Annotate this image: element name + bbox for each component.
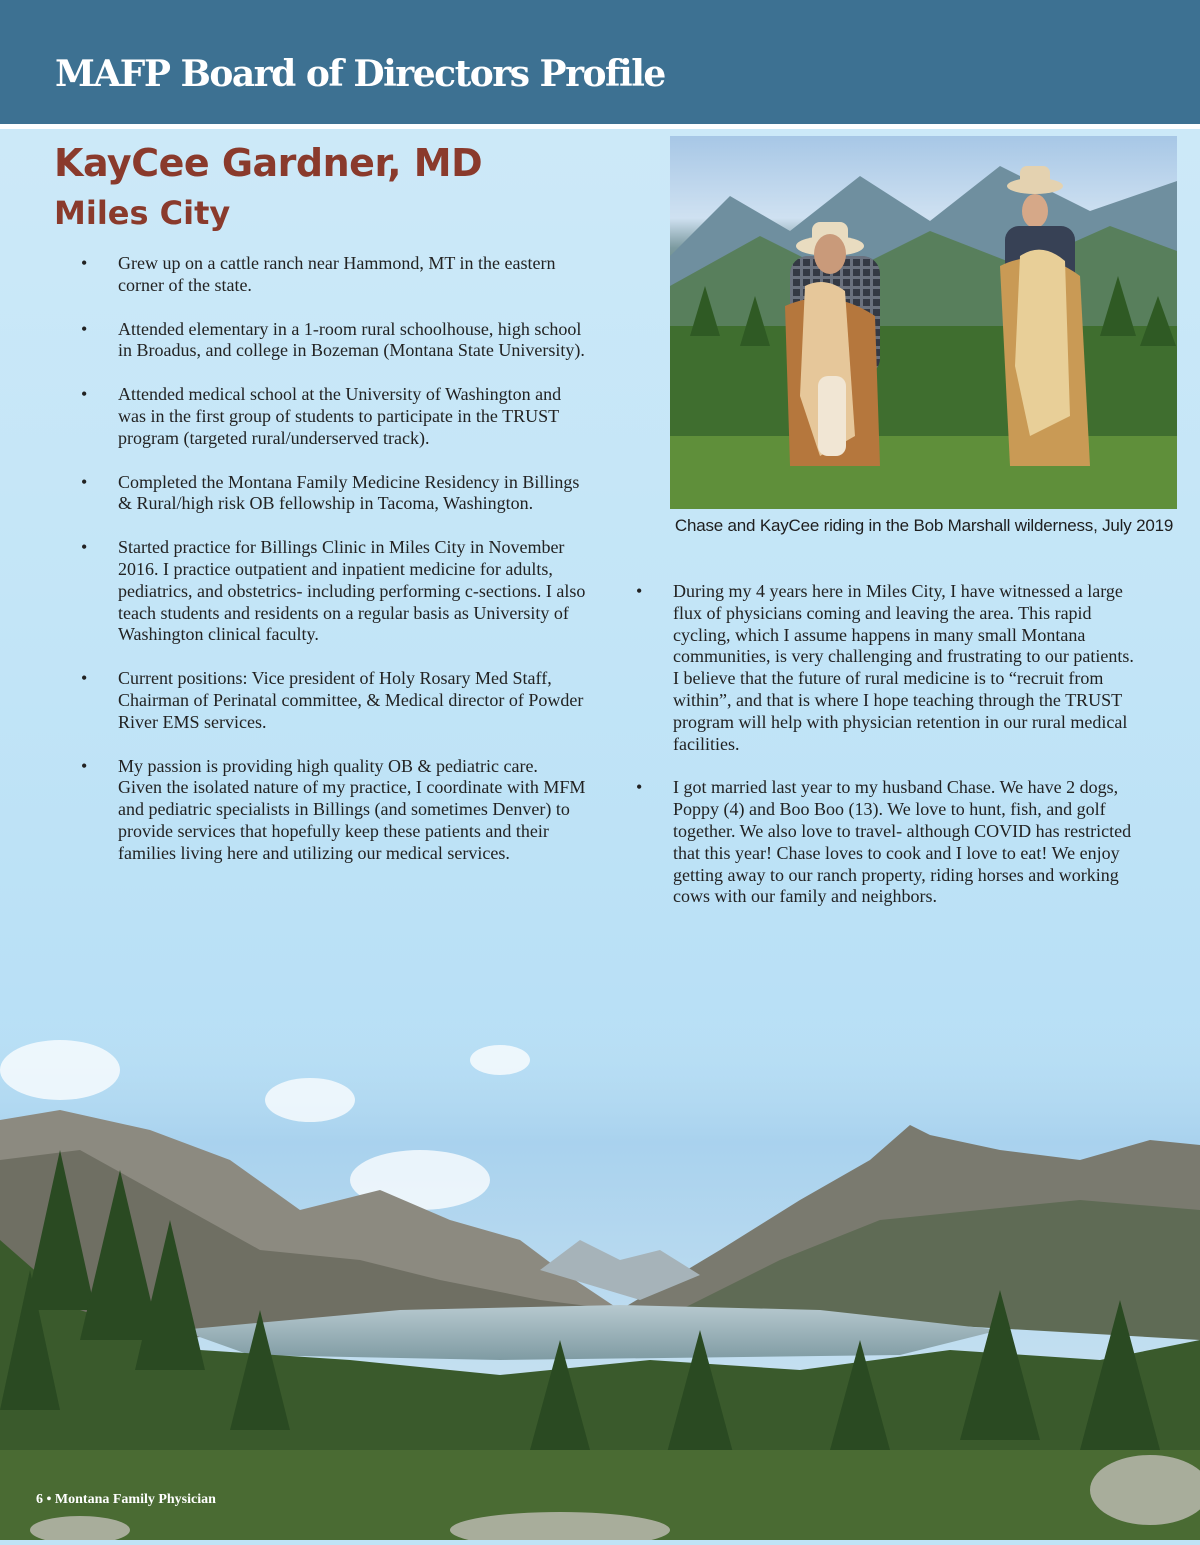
landscape-image	[0, 1010, 1200, 1540]
list-item-text: My passion is providing high quality OB & pediatric care. Given the isolated nature of my practice, I coordinate with MFM and pediatric specialists in Billings (and sometimes Denver) to provide services that hopefully keep these patients and their families living here and utilizing our medical services.	[118, 755, 586, 863]
list-item	[81, 319, 586, 363]
list-item	[81, 384, 586, 449]
bullet-icon: •	[81, 755, 88, 776]
list-item-text: Current positions: Vice president of Holy Rosary Med Staff, Chairman of Perinatal committee, & Medical director of Powder River EMS services.	[118, 668, 584, 732]
left-bullet-list	[81, 253, 586, 887]
list-item-text: Completed the Montana Family Medicine Residency in Billings & Rural/high risk OB fellowship in Tacoma, Washington.	[118, 471, 580, 514]
bullet-icon: •	[81, 537, 88, 558]
profile-name: KayCee Gardner, MD	[54, 141, 483, 185]
list-item	[81, 253, 586, 297]
bullet-icon: •	[81, 471, 88, 492]
page-footer: 6 • Montana Family Physician	[36, 1492, 216, 1507]
profile-city: Miles City	[54, 194, 231, 232]
list-item-text: Attended medical school at the University of Washington and was in the first group of students to participate in the TRUST program (targeted rural/underserved track).	[118, 384, 562, 448]
list-item	[81, 472, 586, 516]
right-bullet-list	[636, 581, 1136, 930]
header-banner	[0, 0, 1200, 124]
list-item-text: Grew up on a cattle ranch near Hammond, MT in the eastern corner of the state.	[118, 253, 556, 295]
list-item	[81, 537, 586, 646]
riding-photo	[670, 136, 1177, 509]
list-item	[636, 777, 1136, 908]
list-item-text: Started practice for Billings Clinic in Miles City in November 2016. I practice outpatient and inpatient medicine for adults, pediatrics, and obstetrics- including performing c-sections. I also teach students and residents on a regular basis as University of Washington clinical faculty.	[118, 537, 586, 645]
list-item-text: I got married last year to my husband Chase. We have 2 dogs, Poppy (4) and Boo Boo (13). We love to hunt, fish, and golf together. We also love to travel- although COVID has restricted that this year! Chase loves to cook and I love to eat! We enjoy getting away to our ranch property, riding horses and working cows with our family and neighbors.	[673, 777, 1132, 907]
list-item	[81, 756, 586, 865]
bullet-icon: •	[636, 777, 643, 798]
bullet-icon: •	[81, 668, 88, 689]
bullet-icon: •	[81, 318, 88, 339]
list-item	[81, 668, 586, 733]
list-item-text: During my 4 years here in Miles City, I have witnessed a large flux of physicians coming and leaving the area. This rapid cycling, which I assume happens in many small Montana communities, is very challenging and frustrating to our patients. I believe that the future of rural medicine is to “recruit from within”, and that is where I hope teaching through the TRUST program will help with physician retention in our rural medical facilities.	[673, 581, 1134, 754]
photo-caption: Chase and KayCee riding in the Bob Marshall wilderness, July 2019	[674, 516, 1174, 535]
bullet-icon: •	[81, 384, 88, 405]
bullet-icon: •	[636, 581, 643, 601]
bullet-icon: •	[81, 253, 88, 273]
header-divider	[0, 124, 1200, 129]
list-item	[636, 581, 1136, 755]
list-item-text: Attended elementary in a 1-room rural schoolhouse, high school in Broadus, and college in Bozeman (Montana State University).	[118, 318, 585, 361]
riding-photo-illustration	[670, 136, 1177, 509]
mountain-lake-illustration	[0, 1010, 1200, 1540]
page-title: MAFP Board of Directors Profile	[55, 53, 665, 95]
